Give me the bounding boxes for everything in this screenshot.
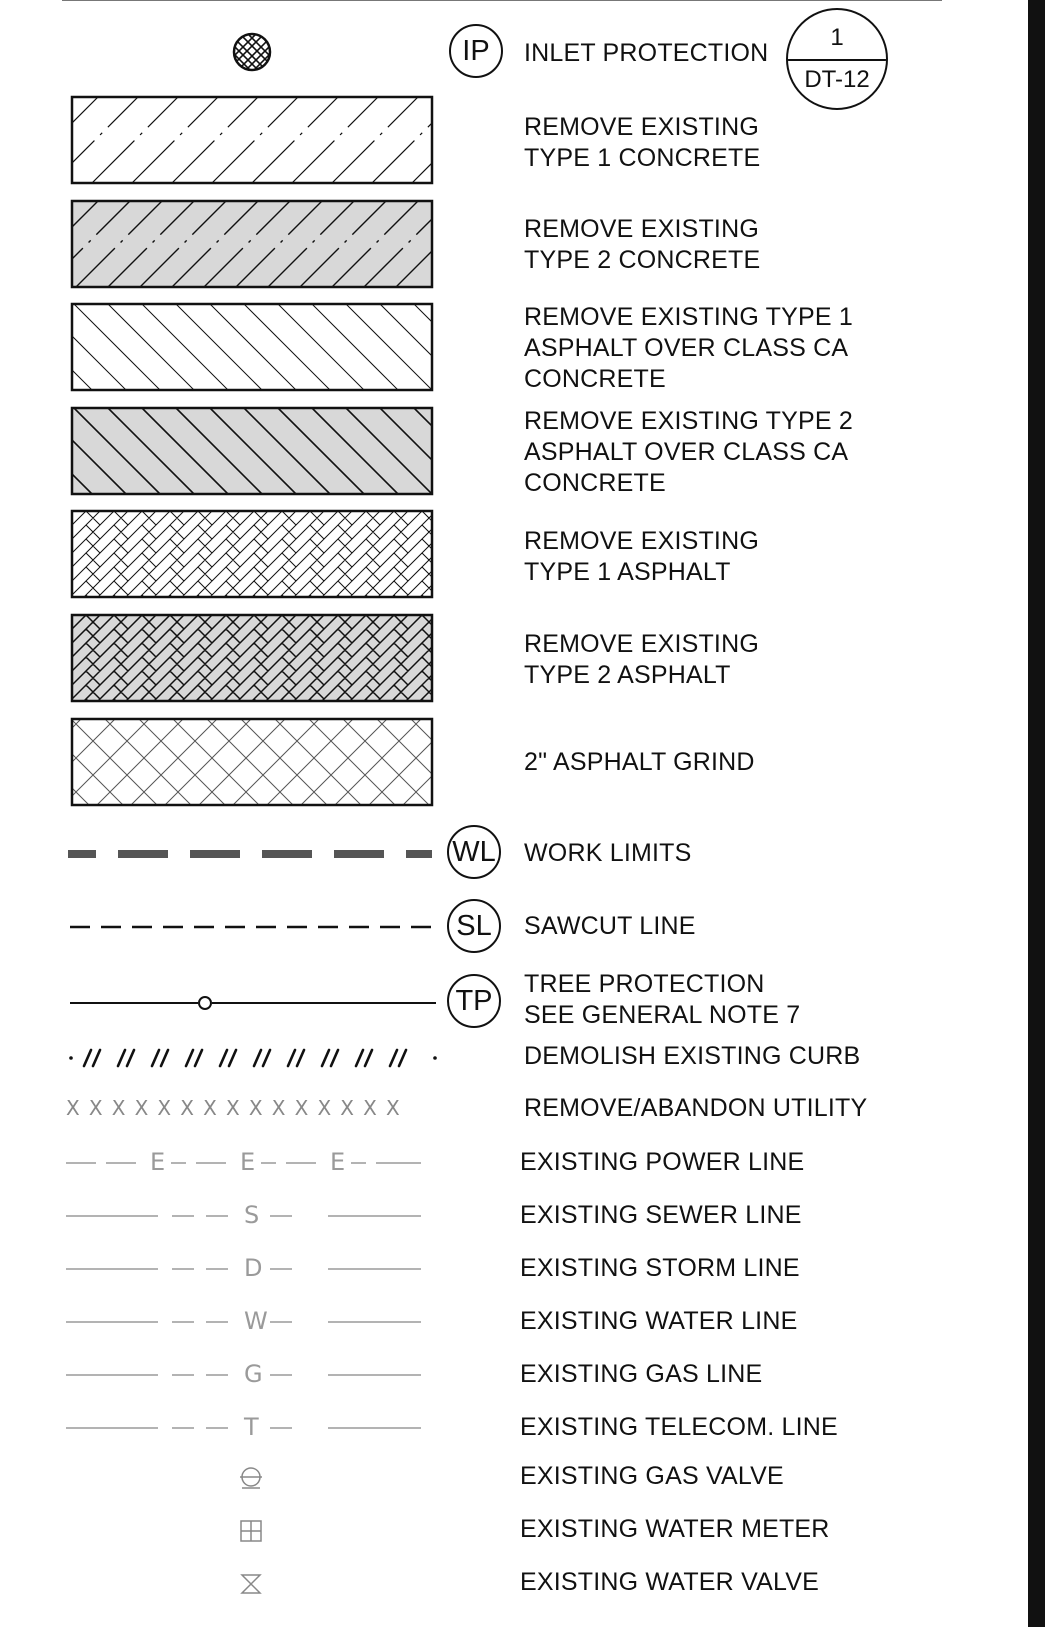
detail-reference-callout [786,8,888,110]
hatch-label: REMOVE EXISTING TYPE 1 ASPHALT OVER CLASS CA CONCRETE [524,303,854,393]
curb-tick [161,1050,168,1066]
line-label: TREE PROTECTION SEE GENERAL NOTE 7 [524,970,801,1029]
existing-water-row [0,1305,1000,1339]
curb-tick [263,1050,270,1066]
detail-sheet: DT-12 [804,66,870,93]
existing-power-row [0,1146,1000,1180]
detail-divider [788,59,886,61]
hatch-label: REMOVE EXISTING TYPE 1 CONCRETE [524,113,761,172]
existing-line-label: EXISTING SEWER LINE [520,1201,802,1229]
demolish-curb-line [69,1050,437,1066]
existing-gas-row [0,1358,1000,1392]
line-label: DEMOLISH EXISTING CURB [524,1042,861,1070]
curb-tick [254,1050,261,1066]
existing-power-letter: E [240,1148,256,1176]
existing-power-linetype [66,1146,446,1180]
work-limits-tag: WL [447,825,501,879]
curb-tick [220,1050,227,1066]
hatch-asphalt-grind [72,719,432,805]
curb-tick [331,1050,338,1066]
existing-gas-letter: G [244,1360,263,1388]
existing-storm-row [0,1252,1000,1286]
existing-line-label: EXISTING TELECOM. LINE [520,1413,838,1441]
water-valve-icon [236,1569,266,1599]
curb-tick [127,1050,134,1066]
curb-tick [288,1050,295,1066]
curb-tick [84,1050,91,1066]
line-label: REMOVE/ABANDON UTILITY [524,1094,868,1122]
curb-tick [93,1050,100,1066]
point-label: EXISTING WATER VALVE [520,1568,819,1596]
existing-telecom-letter: T [244,1413,259,1441]
sawcut-tag: SL [447,899,501,953]
curb-tick [390,1050,397,1066]
hatch-type1-concrete [12,97,498,183]
existing-water-letter: W [244,1307,268,1335]
curb-tick [356,1050,363,1066]
curb-tick [322,1050,329,1066]
tree-protection-line [70,997,436,1009]
existing-line-label: EXISTING GAS LINE [520,1360,763,1388]
hatch-type2-concrete [12,201,482,287]
detail-number: 1 [830,24,844,51]
remove-utility-symbol: X X X X X X X X X X X X X X X [66,1096,402,1120]
hatch-label: REMOVE EXISTING TYPE 2 ASPHALT OVER CLASS CA CONCRETE [524,407,854,497]
curb-tick [195,1050,202,1066]
existing-power-letter: E [150,1148,166,1176]
tree-protection-tag: TP [447,974,501,1028]
inlet-protection-tag: IP [449,24,503,78]
curb-tick [152,1050,159,1066]
curb-tick [229,1050,236,1066]
inlet-protection-label: INLET PROTECTION [524,39,769,67]
line-label: WORK LIMITS [524,839,692,867]
point-label: EXISTING GAS VALVE [520,1462,784,1490]
water-meter-icon [236,1516,266,1546]
existing-telecom-row [0,1411,1000,1445]
point-label: EXISTING WATER METER [520,1515,830,1543]
hatch-type1-asphalt-over-concrete [0,304,500,390]
existing-sewer-row [0,1199,1000,1233]
existing-power-letter: E [330,1148,346,1176]
curb-tick [297,1050,304,1066]
existing-storm-letter: D [244,1254,263,1282]
hatch-label: REMOVE EXISTING TYPE 1 ASPHALT [524,527,759,586]
hatch-label: REMOVE EXISTING TYPE 2 ASPHALT [524,630,759,689]
gas-valve-icon [236,1462,266,1492]
existing-line-label: EXISTING POWER LINE [520,1148,805,1176]
hatch-type2-asphalt-over-concrete [0,408,500,494]
curb-tick [399,1050,406,1066]
hatch-label: REMOVE EXISTING TYPE 2 CONCRETE [524,215,761,274]
existing-line-label: EXISTING STORM LINE [520,1254,800,1282]
line-label: SAWCUT LINE [524,912,696,940]
existing-line-label: EXISTING WATER LINE [520,1307,798,1335]
existing-sewer-letter: S [244,1201,260,1229]
inlet-protection-icon [226,26,278,78]
curb-tick [186,1050,193,1066]
hatch-label: 2" ASPHALT GRIND [524,748,755,776]
curb-tick [118,1050,125,1066]
curb-tick [365,1050,372,1066]
